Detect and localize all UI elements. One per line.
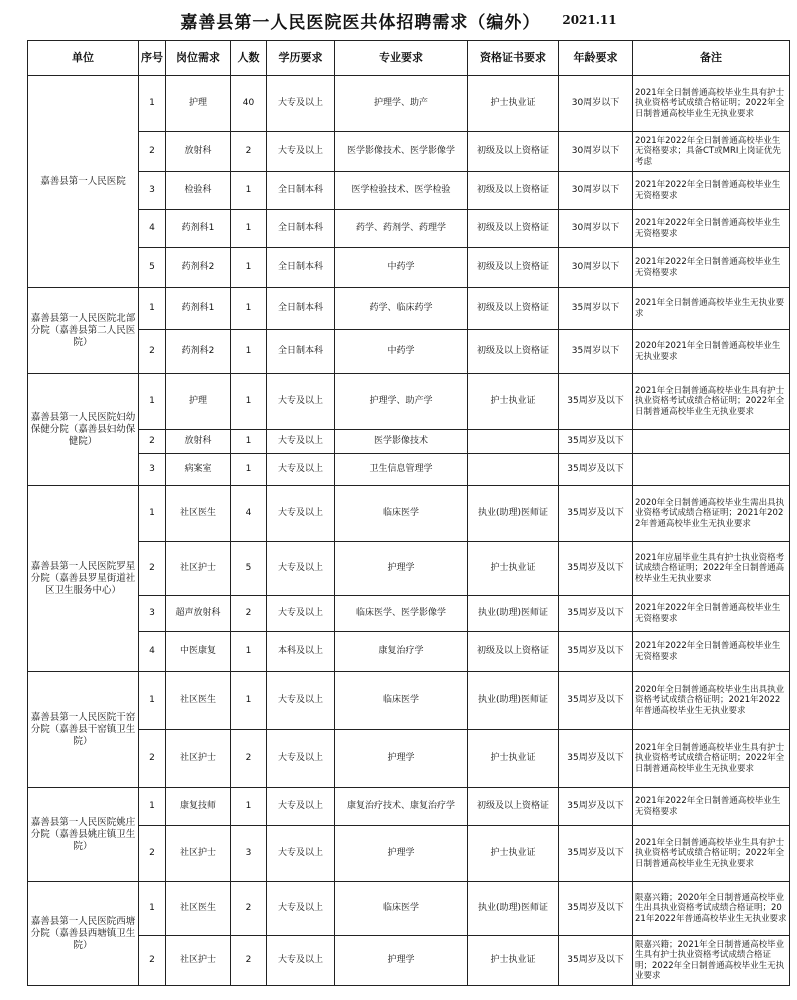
header-post: 岗位需求: [166, 41, 231, 76]
education-cell: 全日制本科: [267, 172, 335, 210]
major-cell: 医学影像技术、医学影像学: [335, 132, 468, 172]
major-cell: 临床医学: [335, 672, 468, 730]
major-cell: 护理学: [335, 542, 468, 596]
unit-cell: 嘉善县第一人民医院西塘分院（嘉善县西塘镇卫生院）: [28, 882, 139, 986]
note-cell: 2020年全日制普通高校毕业生需出具执业资格考试成绩合格证明；2021年2022年普通高校毕业生无执业要求: [633, 486, 790, 542]
major-cell: 康复治疗技术、康复治疗学: [335, 788, 468, 826]
table-row: [28, 430, 790, 454]
certificate-cell: 执业(助理)医师证: [468, 672, 559, 730]
education-cell: 全日制本科: [267, 330, 335, 374]
certificate-cell: [468, 454, 559, 486]
certificate-cell: 初级及以上资格证: [468, 632, 559, 672]
table-row: [28, 76, 790, 132]
row-number: 2: [139, 936, 166, 986]
major-cell: 护理学、助产: [335, 76, 468, 132]
table-row: [28, 172, 790, 210]
post-cell: 社区护士: [166, 730, 231, 788]
header-row: [28, 41, 790, 76]
header-age: 年龄要求: [559, 41, 633, 76]
age-cell: 35周岁及以下: [559, 454, 633, 486]
row-number: 1: [139, 288, 166, 330]
row-number: 3: [139, 454, 166, 486]
table-row: [28, 330, 790, 374]
education-cell: 大专及以上: [267, 826, 335, 882]
post-cell: 放射科: [166, 132, 231, 172]
post-cell: 药剂科1: [166, 288, 231, 330]
education-cell: 大专及以上: [267, 672, 335, 730]
row-number: 1: [139, 486, 166, 542]
count-cell: 2: [231, 132, 267, 172]
education-cell: 大专及以上: [267, 730, 335, 788]
age-cell: 35周岁及以下: [559, 826, 633, 882]
unit-cell: 嘉善县第一人民医院干窑分院（嘉善县干窑镇卫生院）: [28, 672, 139, 788]
certificate-cell: 执业(助理)医师证: [468, 596, 559, 632]
count-cell: 1: [231, 672, 267, 730]
age-cell: 35周岁及以下: [559, 788, 633, 826]
certificate-cell: 执业(助理)医师证: [468, 486, 559, 542]
post-cell: 放射科: [166, 430, 231, 454]
note-cell: 2021年2022年全日制普通高校毕业生无资格要求: [633, 788, 790, 826]
education-cell: 大专及以上: [267, 542, 335, 596]
row-number: 1: [139, 374, 166, 430]
row-number: 3: [139, 596, 166, 632]
age-cell: 35周岁及以下: [559, 730, 633, 788]
row-number: 1: [139, 788, 166, 826]
note-cell: 2021年应届毕业生具有护士执业资格考试成绩合格证明；2022年全日制普通高校毕业生无执业要求: [633, 542, 790, 596]
age-cell: 35周岁及以下: [559, 374, 633, 430]
certificate-cell: 初级及以上资格证: [468, 132, 559, 172]
row-number: 2: [139, 730, 166, 788]
row-number: 4: [139, 632, 166, 672]
age-cell: 30周岁以下: [559, 76, 633, 132]
age-cell: 35周岁及以下: [559, 542, 633, 596]
table-row: [28, 486, 790, 542]
note-cell: 限嘉兴籍；2021年全日制普通高校毕业生具有护士执业资格考试成绩合格证明；2022年全日制普通高校毕业生无执业要求: [633, 936, 790, 986]
education-cell: 全日制本科: [267, 248, 335, 288]
table-row: [28, 788, 790, 826]
note-cell: 2021年全日制普通高校毕业生无执业要求: [633, 288, 790, 330]
post-cell: 药剂科2: [166, 248, 231, 288]
row-number: 1: [139, 76, 166, 132]
unit-cell: 嘉善县第一人民医院北部分院（嘉善县第二人民医院）: [28, 288, 139, 374]
note-cell: 2021年全日制普通高校毕业生具有护士执业资格考试成绩合格证明；2022年全日制普通高校毕业生无执业要求: [633, 730, 790, 788]
major-cell: 临床医学: [335, 882, 468, 936]
note-cell: 限嘉兴籍；2020年全日制普通高校毕业生出具执业资格考试成绩合格证明；2021年2022年普通高校毕业生无执业要求: [633, 882, 790, 936]
note-cell: 2020年全日制普通高校毕业生出具执业资格考试成绩合格证明；2021年2022年普通高校毕业生无执业要求: [633, 672, 790, 730]
age-cell: 30周岁以下: [559, 210, 633, 248]
count-cell: 1: [231, 288, 267, 330]
table-row: [28, 288, 790, 330]
row-number: 2: [139, 826, 166, 882]
table-row: [28, 596, 790, 632]
count-cell: 1: [231, 454, 267, 486]
certificate-cell: [468, 430, 559, 454]
note-cell: 2021年2022年全日制普通高校毕业生无资格要求: [633, 248, 790, 288]
header-education: 学历要求: [267, 41, 335, 76]
header-note: 备注: [633, 41, 790, 76]
table-row: [28, 936, 790, 986]
certificate-cell: 护士执业证: [468, 374, 559, 430]
major-cell: 中药学: [335, 330, 468, 374]
header-certificate: 资格证书要求: [468, 41, 559, 76]
post-cell: 社区医生: [166, 672, 231, 730]
education-cell: 大专及以上: [267, 76, 335, 132]
table-row: [28, 730, 790, 788]
count-cell: 40: [231, 76, 267, 132]
certificate-cell: 护士执业证: [468, 936, 559, 986]
post-cell: 康复技师: [166, 788, 231, 826]
education-cell: 大专及以上: [267, 936, 335, 986]
major-cell: 护理学: [335, 826, 468, 882]
major-cell: 药学、药剂学、药理学: [335, 210, 468, 248]
unit-cell: 嘉善县第一人民医院妇幼保健分院（嘉善县妇幼保健院）: [28, 374, 139, 486]
age-cell: 35周岁及以下: [559, 936, 633, 986]
table-row: [28, 542, 790, 596]
note-cell: 2021年全日制普通高校毕业生具有护士执业资格考试成绩合格证明；2022年全日制普通高校毕业生无执业要求: [633, 76, 790, 132]
note-cell: 2021年全日制普通高校毕业生具有护士执业资格考试成绩合格证明；2022年全日制普通高校毕业生无执业要求: [633, 826, 790, 882]
post-cell: 中医康复: [166, 632, 231, 672]
post-cell: 药剂科2: [166, 330, 231, 374]
table-row: [28, 210, 790, 248]
count-cell: 2: [231, 596, 267, 632]
certificate-cell: 护士执业证: [468, 826, 559, 882]
table-row: [28, 826, 790, 882]
post-cell: 社区护士: [166, 542, 231, 596]
count-cell: 1: [231, 248, 267, 288]
unit-cell: 嘉善县第一人民医院罗星分院（嘉善县罗星街道社区卫生服务中心）: [28, 486, 139, 672]
count-cell: 1: [231, 210, 267, 248]
document-date: 2021.11: [562, 13, 617, 27]
table-body: [28, 76, 790, 986]
post-cell: 病案室: [166, 454, 231, 486]
post-cell: 药剂科1: [166, 210, 231, 248]
row-number: 4: [139, 210, 166, 248]
note-cell: 2021年2022年全日制普通高校毕业生无资格要求；具备CT或MRI上岗证优先考虑: [633, 132, 790, 172]
note-cell: [633, 454, 790, 486]
note-cell: 2020年2021年全日制普通高校毕业生无执业要求: [633, 330, 790, 374]
post-cell: 检验科: [166, 172, 231, 210]
age-cell: 30周岁以下: [559, 172, 633, 210]
count-cell: 3: [231, 826, 267, 882]
education-cell: 大专及以上: [267, 882, 335, 936]
major-cell: 护理学: [335, 730, 468, 788]
unit-cell: 嘉善县第一人民医院姚庄分院（嘉善县姚庄镇卫生院）: [28, 788, 139, 882]
certificate-cell: 初级及以上资格证: [468, 172, 559, 210]
row-number: 1: [139, 882, 166, 936]
certificate-cell: 初级及以上资格证: [468, 788, 559, 826]
certificate-cell: 护士执业证: [468, 730, 559, 788]
certificate-cell: 执业(助理)医师证: [468, 882, 559, 936]
age-cell: 35周岁及以下: [559, 486, 633, 542]
education-cell: 大专及以上: [267, 374, 335, 430]
post-cell: 社区护士: [166, 826, 231, 882]
education-cell: 全日制本科: [267, 210, 335, 248]
certificate-cell: 初级及以上资格证: [468, 330, 559, 374]
major-cell: 护理学、助产学: [335, 374, 468, 430]
table-row: [28, 454, 790, 486]
age-cell: 30周岁以下: [559, 248, 633, 288]
education-cell: 大专及以上: [267, 486, 335, 542]
note-cell: 2021年2022年全日制普通高校毕业生无资格要求: [633, 596, 790, 632]
age-cell: 35周岁及以下: [559, 882, 633, 936]
age-cell: 35周岁及以下: [559, 430, 633, 454]
table-header: [28, 41, 790, 76]
major-cell: 临床医学、医学影像学: [335, 596, 468, 632]
row-number: 2: [139, 430, 166, 454]
education-cell: 全日制本科: [267, 288, 335, 330]
row-number: 2: [139, 542, 166, 596]
count-cell: 1: [231, 632, 267, 672]
note-cell: 2021年2022年全日制普通高校毕业生无资格要求: [633, 172, 790, 210]
education-cell: 大专及以上: [267, 132, 335, 172]
table-row: [28, 632, 790, 672]
education-cell: 本科及以上: [267, 632, 335, 672]
certificate-cell: 护士执业证: [468, 542, 559, 596]
note-cell: 2021年2022年全日制普通高校毕业生无资格要求: [633, 632, 790, 672]
row-number: 5: [139, 248, 166, 288]
age-cell: 35周岁以下: [559, 330, 633, 374]
note-cell: 2021年2022年全日制普通高校毕业生无资格要求: [633, 210, 790, 248]
education-cell: 大专及以上: [267, 596, 335, 632]
post-cell: 超声放射科: [166, 596, 231, 632]
major-cell: 康复治疗学: [335, 632, 468, 672]
post-cell: 社区医生: [166, 486, 231, 542]
row-number: 3: [139, 172, 166, 210]
post-cell: 护理: [166, 374, 231, 430]
table-row: [28, 132, 790, 172]
post-cell: 社区护士: [166, 936, 231, 986]
major-cell: 医学影像技术: [335, 430, 468, 454]
major-cell: 药学、临床药学: [335, 288, 468, 330]
certificate-cell: 初级及以上资格证: [468, 248, 559, 288]
note-cell: 2021年全日制普通高校毕业生具有护士执业资格考试成绩合格证明；2022年全日制普通高校毕业生无执业要求: [633, 374, 790, 430]
count-cell: 1: [231, 330, 267, 374]
age-cell: 35周岁以下: [559, 288, 633, 330]
major-cell: 临床医学: [335, 486, 468, 542]
age-cell: 30周岁以下: [559, 132, 633, 172]
header-major: 专业要求: [335, 41, 468, 76]
header-no: 序号: [139, 41, 166, 76]
count-cell: 4: [231, 486, 267, 542]
certificate-cell: 护士执业证: [468, 76, 559, 132]
count-cell: 2: [231, 936, 267, 986]
unit-cell: 嘉善县第一人民医院: [28, 76, 139, 288]
page-header: [0, 0, 797, 40]
count-cell: 1: [231, 374, 267, 430]
education-cell: 大专及以上: [267, 430, 335, 454]
row-number: 1: [139, 672, 166, 730]
major-cell: 卫生信息管理学: [335, 454, 468, 486]
certificate-cell: 初级及以上资格证: [468, 288, 559, 330]
certificate-cell: 初级及以上资格证: [468, 210, 559, 248]
table-row: [28, 882, 790, 936]
age-cell: 35周岁及以下: [559, 632, 633, 672]
page-title: 嘉善县第一人民医院医共体招聘需求（编外）: [180, 12, 541, 33]
header-unit: 单位: [28, 41, 139, 76]
major-cell: 护理学: [335, 936, 468, 986]
table-row: [28, 672, 790, 730]
age-cell: 35周岁及以下: [559, 672, 633, 730]
count-cell: 1: [231, 430, 267, 454]
recruitment-table: [27, 40, 790, 986]
row-number: 2: [139, 132, 166, 172]
post-cell: 护理: [166, 76, 231, 132]
count-cell: 2: [231, 882, 267, 936]
table-row: [28, 248, 790, 288]
count-cell: 1: [231, 788, 267, 826]
row-number: 2: [139, 330, 166, 374]
table-row: [28, 374, 790, 430]
header-count: 人数: [231, 41, 267, 76]
post-cell: 社区医生: [166, 882, 231, 936]
note-cell: [633, 430, 790, 454]
major-cell: 中药学: [335, 248, 468, 288]
major-cell: 医学检验技术、医学检验: [335, 172, 468, 210]
education-cell: 大专及以上: [267, 454, 335, 486]
count-cell: 2: [231, 730, 267, 788]
count-cell: 1: [231, 172, 267, 210]
count-cell: 5: [231, 542, 267, 596]
education-cell: 大专及以上: [267, 788, 335, 826]
age-cell: 35周岁及以下: [559, 596, 633, 632]
